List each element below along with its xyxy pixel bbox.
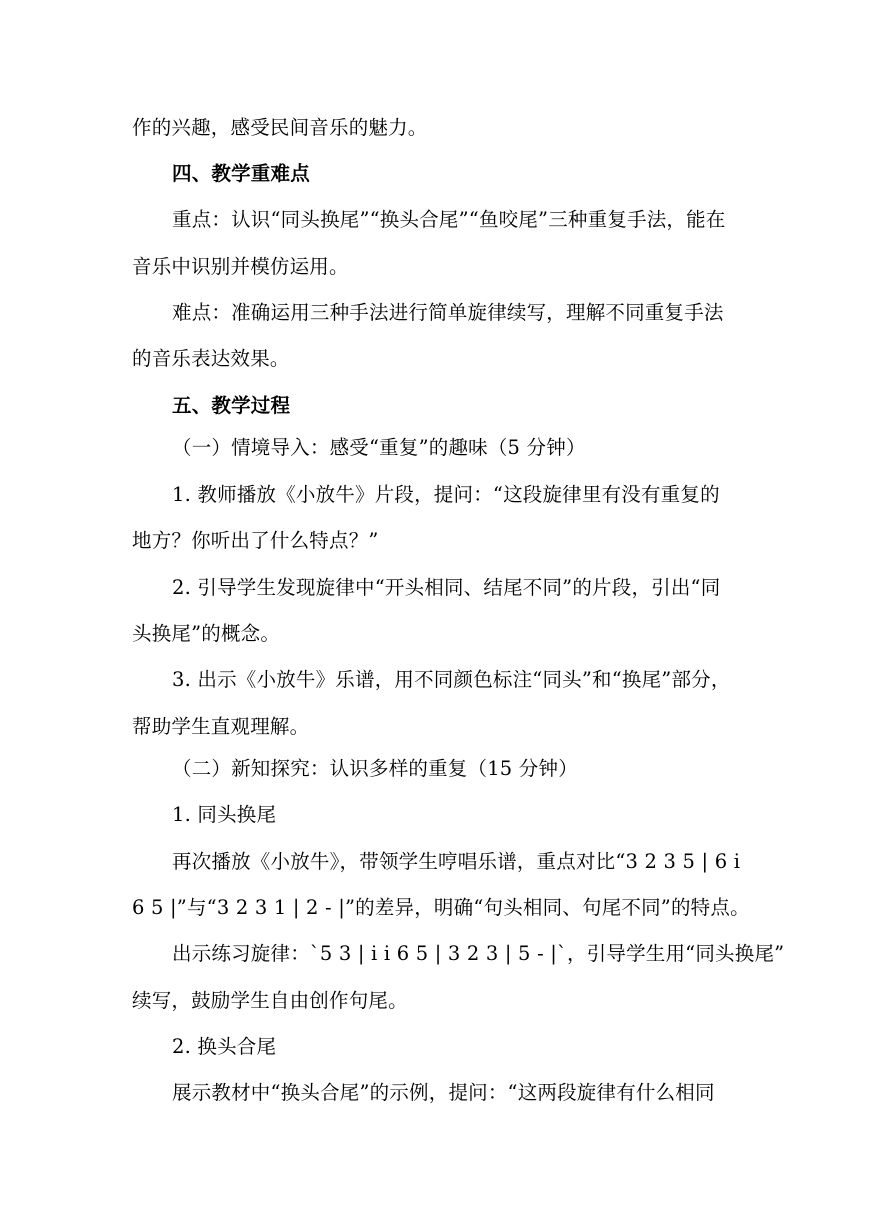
paragraph-line: 作的兴趣，感受民间音乐的魅力。 <box>132 116 428 139</box>
paragraph-line: 2. 换头合尾 <box>172 1035 277 1058</box>
paragraph-line: 3. 出示《小放牛》乐谱，用不同颜色标注“同头”和“换尾”部分， <box>172 668 731 691</box>
section-heading: 五、教学过程 <box>172 394 291 417</box>
paragraph-line: 帮助学生直观理解。 <box>132 715 310 738</box>
paragraph-line: 再次播放《小放牛》，带领学生哼唱乐谱，重点对比“3 2 3 5 | 6 i <box>172 850 741 873</box>
paragraph-line: 地方？你听出了什么特点？” <box>132 529 379 552</box>
paragraph-line: 展示教材中“换头合尾”的示例，提问：“这两段旋律有什么相同 <box>172 1081 715 1104</box>
subsection-heading: （一）情境导入：感受“重复”的趣味（5 分钟） <box>172 436 586 459</box>
section-heading: 四、教学重难点 <box>172 162 310 185</box>
paragraph-line: 难点：准确运用三种手法进行简单旋律续写，理解不同重复手法 <box>172 301 724 324</box>
paragraph-line: 重点：认识“同头换尾”“换头合尾”“鱼咬尾”三种重复手法，能在 <box>172 208 726 231</box>
paragraph-line: 头换尾”的概念。 <box>132 622 281 645</box>
paragraph-line: 续写，鼓励学生自由创作句尾。 <box>132 989 408 1012</box>
paragraph-line: 音乐中识别并模仿运用。 <box>132 255 349 278</box>
paragraph-line: 出示练习旋律：`5 3 | i i 6 5 | 3 2 3 | 5 - |`，引导学生用“同头换尾” <box>172 942 785 965</box>
paragraph-line: 1. 同头换尾 <box>172 803 277 826</box>
subsection-heading: （二）新知探究：认识多样的重复（15 分钟） <box>172 757 578 780</box>
paragraph-line: 2. 引导学生发现旋律中“开头相同、结尾不同”的片段，引出“同 <box>172 576 721 599</box>
paragraph-line: 6 5 |”与“3 2 3 1 | 2 - |”的差异，明确“句头相同、句尾不同”的特点。 <box>132 896 750 919</box>
paragraph-line: 1. 教师播放《小放牛》片段，提问：“这段旋律里有没有重复的 <box>172 483 720 506</box>
paragraph-line: 的音乐表达效果。 <box>132 347 290 370</box>
